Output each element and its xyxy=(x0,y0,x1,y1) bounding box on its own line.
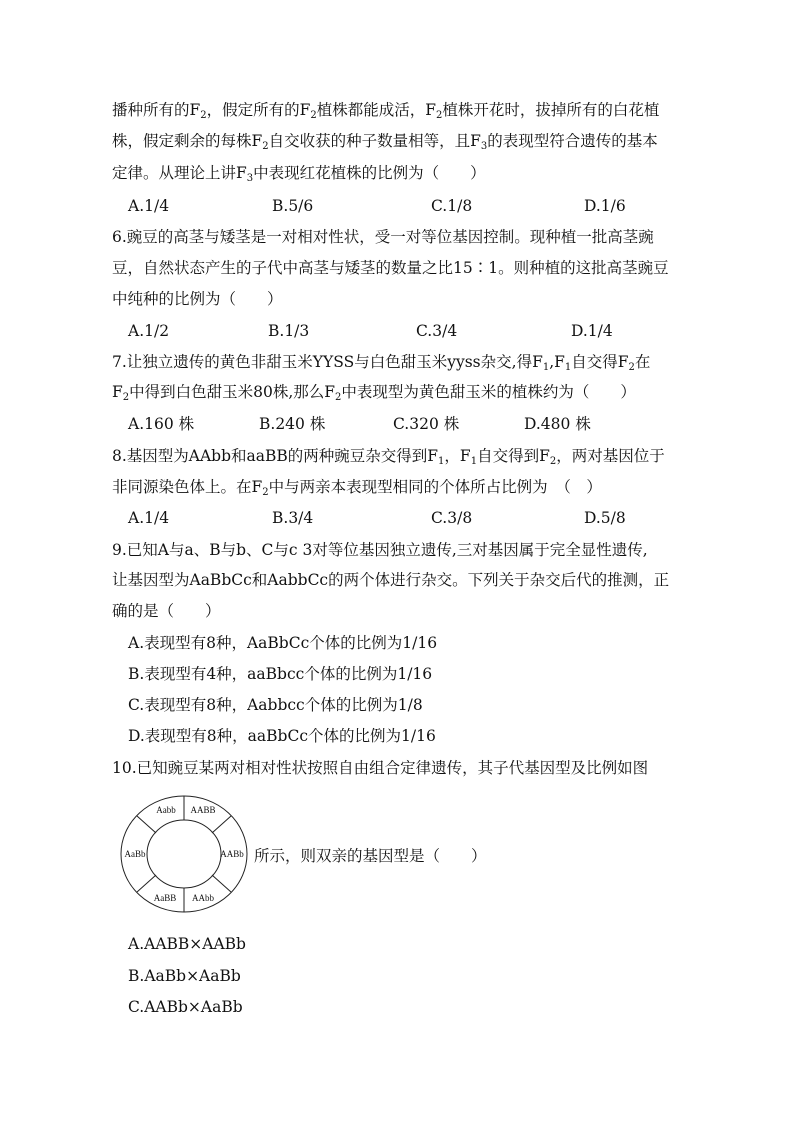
q7-option-a[interactable]: A.160 株 xyxy=(128,415,195,433)
segment-label-aabb-right: AABb xyxy=(220,849,244,859)
q10-choice-a[interactable]: A.AABB×AABb xyxy=(128,935,246,953)
q10-choice-b[interactable]: B.AaBb×AaBb xyxy=(128,967,241,985)
q8-option-a[interactable]: A.1/4 xyxy=(128,509,170,527)
q9-choice-d[interactable]: D.表现型有8种，aaBbCc个体的比例为1/16 xyxy=(128,727,436,745)
q6-option-d[interactable]: D.1/4 xyxy=(571,322,613,340)
ring-divider-bottom-left xyxy=(137,875,156,892)
q5-option-a[interactable]: A.1/4 xyxy=(128,197,170,215)
q6-line-3: 中纯种的比例为（ ） xyxy=(112,290,283,308)
q9-line-1: 9.已知A与a、B与b、C与c 3对等位基因独立遗传,三对基因属于完全显性遗传, xyxy=(112,541,648,559)
q8-option-d[interactable]: D.5/8 xyxy=(584,509,626,527)
q8-option-b[interactable]: B.3/4 xyxy=(272,509,314,527)
q5-line-3: 定律。从理论上讲$F_3$中表现红花植株的比例为（ ） xyxy=(112,164,486,184)
q6-option-c[interactable]: C.3/4 xyxy=(416,322,458,340)
q10-choice-c[interactable]: C.AABb×AaBb xyxy=(128,998,243,1016)
q7-line-2: $F_2$中得到白色甜玉米80株,那么$F_2$中表现型为黄色甜玉米的植株约为（ ） xyxy=(112,383,636,403)
q10-line-2: 所示，则双亲的基因型是（ ） xyxy=(254,847,487,865)
segment-label-aabb-lower-left: AaBB xyxy=(153,893,177,903)
segment-label-aabb-lower-right: AAbb xyxy=(192,893,214,903)
q6-line-2: 豆，自然状态产生的子代中高茎与矮茎的数量之比15∶1。则种植的这批高茎豌豆 xyxy=(112,259,669,277)
q9-choice-b[interactable]: B.表现型有4种，aaBbcc个体的比例为1/16 xyxy=(128,665,433,683)
q9-line-2: 让基因型为AaBbCc和AabbCc的两个体进行杂交。下列关于杂交后代的推测，正 xyxy=(112,571,670,589)
ring-divider-bottom-right xyxy=(212,875,231,892)
q6-option-b[interactable]: B.1/3 xyxy=(268,322,310,340)
q7-option-c[interactable]: C.320 株 xyxy=(393,415,460,433)
segment-label-aabb-left: AaBb xyxy=(124,849,146,859)
ring-divider-top-right xyxy=(212,816,231,833)
q8-line-1: 8.基因型为AAbb和aaBB的两种豌豆杂交得到$F_1$，$F_1$自交得到$F_2$，两对基因位于 xyxy=(112,447,665,467)
q8-option-c[interactable]: C.3/8 xyxy=(431,509,473,527)
q9-choice-a[interactable]: A.表现型有8种，AaBbCc个体的比例为1/16 xyxy=(128,634,438,652)
segment-label-aabb: Aabb xyxy=(156,805,176,815)
q5-option-d[interactable]: D.1/6 xyxy=(584,197,626,215)
segment-label-aabb-upper: AABB xyxy=(190,805,216,815)
q5-option-c[interactable]: C.1/8 xyxy=(431,197,473,215)
genotype-ring-diagram xyxy=(118,794,250,914)
q10-line-1: 10.已知豌豆某两对相对性状按照自由组合定律遗传，其子代基因型及比例如图 xyxy=(112,759,649,777)
q9-line-3: 确的是（ ） xyxy=(112,602,221,620)
q5-line-2: 株，假定剩余的每株$F_2$自交收获的种子数量相等，且$F_3$的表现型符合遗传的基本 xyxy=(112,132,658,152)
q6-line-1: 6.豌豆的高茎与矮茎是一对相对性状，受一对等位基因控制。现种植一批高茎豌 xyxy=(112,228,654,246)
q7-line-1: 7.让独立遗传的黄色非甜玉米YYSS与白色甜玉米yyss杂交,得$F_1,F_1$自交得$F_2$在 xyxy=(112,353,651,373)
q8-line-2: 非同源染色体上。在$F_2$中与两亲本表现型相同的个体所占比例为 （ ） xyxy=(112,478,602,498)
q6-option-a[interactable]: A.1/2 xyxy=(128,322,170,340)
q5-option-b[interactable]: B.5/6 xyxy=(272,197,314,215)
ring-divider-top-left xyxy=(137,816,156,833)
q9-choice-c[interactable]: C.表现型有8种，Aabbcc个体的比例为1/8 xyxy=(128,696,423,714)
ring-inner xyxy=(147,820,221,888)
q7-option-d[interactable]: D.480 株 xyxy=(524,415,591,433)
q5-line-1: 播种所有的$F_2$，假定所有的$F_2$植株都能成活，$F_2$植株开花时，拔掉所有的白花植 xyxy=(112,101,660,121)
q7-option-b[interactable]: B.240 株 xyxy=(259,415,326,433)
